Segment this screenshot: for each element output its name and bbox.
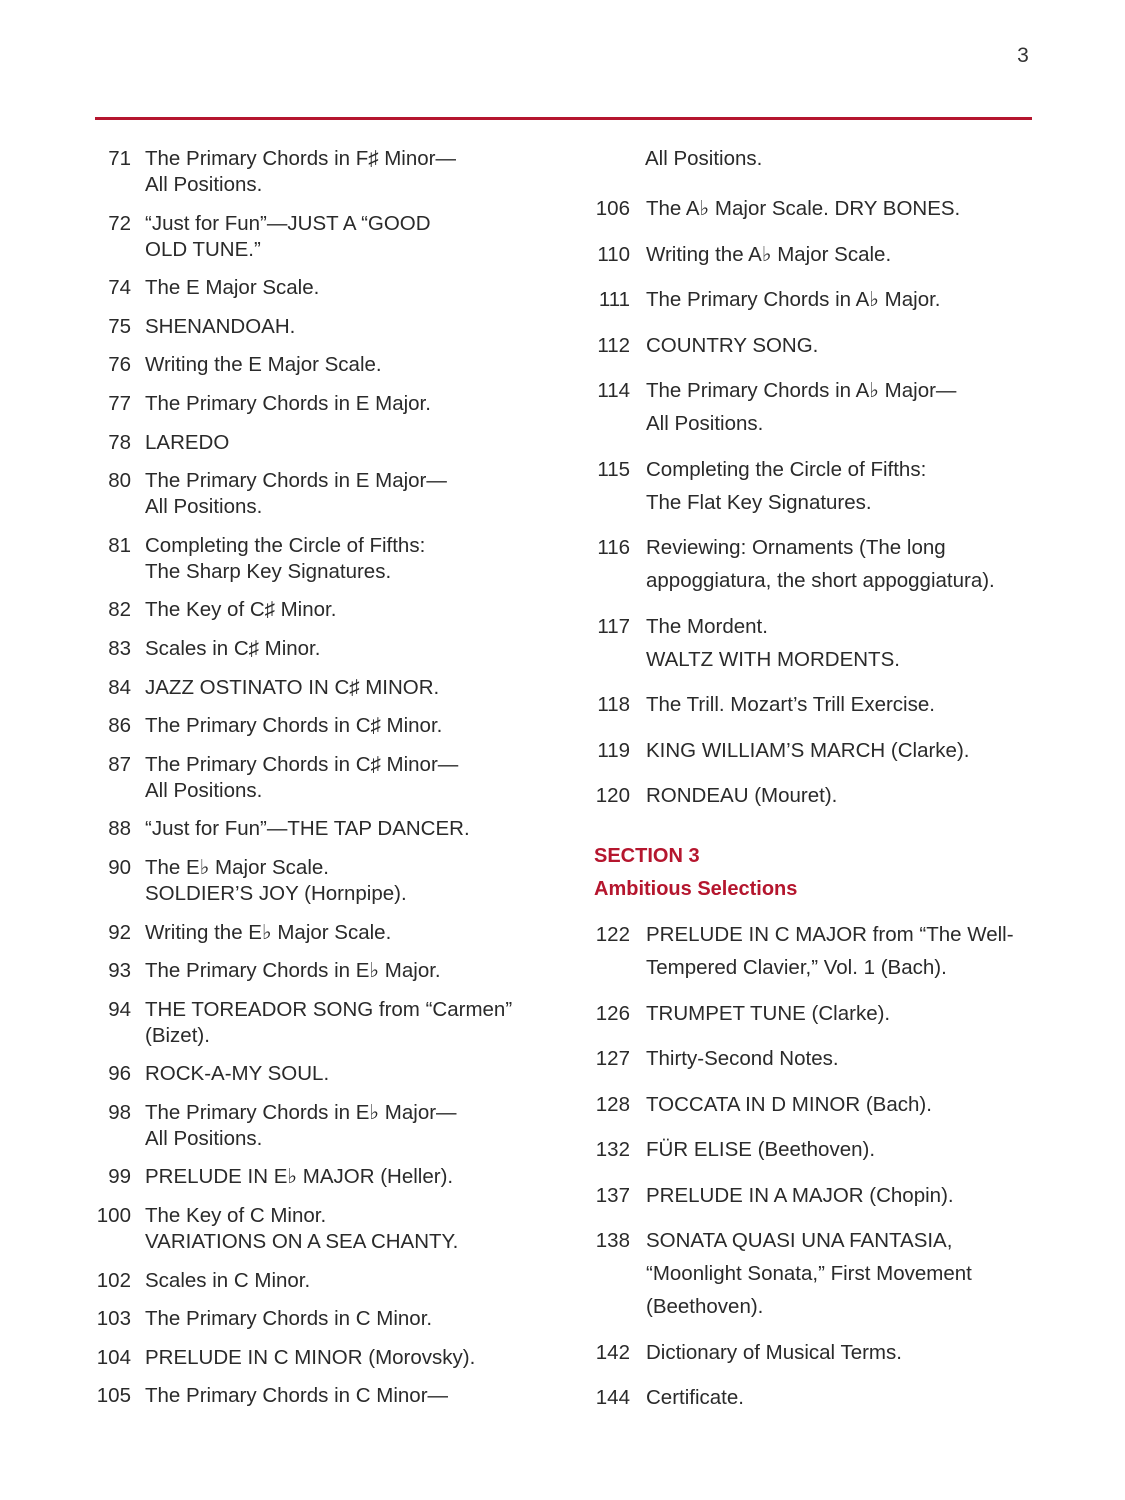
toc-entry-title: The Mordent. WALTZ WITH MORDENTS.: [646, 614, 900, 671]
header-rule: [95, 117, 1032, 120]
toc-entry: [95, 1061, 555, 1087]
toc-entry: [95, 391, 555, 417]
toc-page-number: 110: [597, 242, 630, 266]
toc-entry: [594, 1224, 1044, 1323]
toc-entry-title: LAREDO: [145, 430, 230, 454]
toc-entry-title: COUNTRY SONG.: [646, 333, 819, 357]
toc-entry: [594, 1133, 1044, 1166]
toc-entry: [95, 1164, 555, 1190]
toc-entry: [95, 816, 555, 842]
toc-page-number: 128: [595, 1092, 630, 1116]
toc-page-number: 122: [595, 923, 630, 946]
toc-entry: [594, 1336, 1044, 1369]
toc-entry-title: RONDEAU (Mouret).: [646, 784, 838, 807]
toc-entry: [594, 283, 1044, 316]
toc-entry-title: Reviewing: Ornaments (The long appoggiatura, the short appoggiatura).: [646, 536, 995, 592]
toc-entry: [95, 211, 555, 263]
toc-entry: [95, 597, 555, 623]
toc-right-column: [594, 146, 1044, 1427]
section-heading: SECTION 3: [594, 845, 700, 867]
toc-entry: [594, 1179, 1044, 1212]
toc-page-number: 126: [595, 1001, 630, 1025]
toc-entry-title: ROCK-A-MY SOUL.: [145, 1062, 330, 1086]
toc-page-number: 111: [598, 288, 630, 311]
toc-page-number: 104: [96, 1345, 131, 1369]
toc-page-number: 98: [108, 1100, 131, 1124]
toc-entry-title: TRUMPET TUNE (Clarke).: [646, 1001, 891, 1025]
toc-page-number: 144: [595, 1386, 630, 1409]
toc-page-number: 87: [108, 752, 131, 776]
continued-entry-text: All Positions.: [645, 147, 763, 170]
toc-entry: [95, 1345, 555, 1371]
toc-entry: [594, 918, 1044, 984]
toc-entry: [594, 734, 1044, 767]
toc-entry-title: The Primary Chords in E♭ Major.: [145, 959, 441, 983]
toc-section-entries: [594, 918, 1044, 1414]
toc-entry: [594, 329, 1044, 362]
toc-entry: [594, 531, 1044, 597]
toc-page-number: 93: [108, 959, 131, 983]
toc-page-number: 106: [595, 197, 630, 220]
toc-entry-title: Completing the Circle of Fifths: The Flat Key Signatures.: [646, 457, 927, 514]
toc-page-number: 94: [108, 997, 131, 1021]
toc-entry: [594, 779, 1044, 812]
section-subheading: Ambitious Selections: [594, 878, 798, 900]
toc-entry-title: PRELUDE IN A MAJOR (Chopin).: [646, 1183, 954, 1207]
toc-page-number: 81: [108, 533, 131, 557]
toc-entry-title: JAZZ OSTINATO IN C♯ MINOR.: [145, 675, 440, 699]
toc-entry-title: The Primary Chords in C Minor.: [145, 1307, 433, 1331]
toc-entry-title: PRELUDE IN C MINOR (Morovsky).: [145, 1345, 476, 1369]
toc-entry-title: The Primary Chords in E♭ Major— All Positions.: [145, 1100, 457, 1150]
toc-entry: [95, 352, 555, 378]
toc-entry-title: The Primary Chords in C♯ Minor.: [145, 714, 443, 738]
toc-entry-title: The Primary Chords in C Minor—: [145, 1384, 449, 1408]
toc-entry-title: Scales in C Minor.: [145, 1268, 311, 1292]
toc-entry: [95, 1100, 555, 1152]
toc-entry: [594, 453, 1044, 519]
toc-page-number: 72: [108, 211, 131, 235]
toc-entry-title: The E Major Scale.: [145, 276, 320, 300]
toc-entry: [594, 997, 1044, 1030]
toc-page-number: 100: [96, 1204, 131, 1228]
toc-entry: [594, 192, 1044, 225]
toc-entry-title: The E♭ Major Scale. SOLDIER’S JOY (Hornpipe).: [145, 855, 407, 905]
toc-left-column: [95, 146, 555, 1422]
toc-entry-title: The Primary Chords in F♯ Minor— All Positions.: [145, 147, 456, 196]
toc-entry: [594, 374, 1044, 440]
toc-entry: [95, 997, 555, 1049]
toc-entry: [95, 430, 555, 456]
toc-entry-title: The A♭ Major Scale. DRY BONES.: [646, 197, 961, 220]
toc-page-number: 82: [108, 598, 131, 622]
toc-entry-title: The Primary Chords in E Major.: [145, 391, 431, 415]
toc-page-number: 115: [597, 457, 630, 481]
toc-entry-title: PRELUDE IN C MAJOR from “The Well- Tempered Clavier,” Vol. 1 (Bach).: [646, 923, 1014, 979]
toc-entry-title: “Just for Fun”—JUST A “GOOD OLD TUNE.”: [145, 211, 431, 261]
toc-page-number: 71: [108, 147, 131, 170]
toc-page-number: 102: [96, 1268, 131, 1292]
toc-entry-title: Writing the E Major Scale.: [145, 353, 382, 377]
toc-entry-title: Writing the E♭ Major Scale.: [145, 920, 392, 944]
toc-entry: [95, 675, 555, 701]
toc-entry-title: Writing the A♭ Major Scale.: [646, 242, 892, 266]
toc-page-number: 112: [597, 333, 630, 357]
toc-entry-title: Certificate.: [646, 1386, 744, 1409]
toc-entry: [594, 1042, 1044, 1075]
toc-entry-title: FÜR ELISE (Beethoven).: [646, 1138, 876, 1161]
toc-entry-title: The Key of C♯ Minor.: [145, 598, 337, 622]
toc-page-number: 74: [108, 276, 131, 300]
toc-entry-title: SHENANDOAH.: [145, 314, 296, 338]
toc-entry-title: Scales in C♯ Minor.: [145, 636, 321, 660]
toc-page-number: 99: [108, 1165, 131, 1189]
toc-entry: [95, 1203, 555, 1255]
toc-page-number: 77: [108, 391, 131, 415]
toc-entry-title: The Trill. Mozart’s Trill Exercise.: [646, 693, 935, 716]
toc-entry: [95, 855, 555, 907]
toc-entry-title: TOCCATA IN D MINOR (Bach).: [646, 1092, 932, 1116]
toc-entry: [594, 688, 1044, 721]
toc-entry: [95, 533, 555, 585]
toc-entry: [95, 468, 555, 520]
toc-page-number: 118: [597, 693, 630, 716]
toc-entry: [95, 958, 555, 984]
toc-entry-title: The Key of C Minor. VARIATIONS ON A SEA CHANTY.: [145, 1204, 459, 1254]
toc-entry: [95, 920, 555, 946]
toc-page-number: 120: [595, 784, 630, 807]
toc-page-number: 116: [597, 536, 630, 559]
toc-entry: [594, 1088, 1044, 1121]
toc-page-number: 78: [108, 430, 131, 454]
toc-page-number: 84: [108, 675, 131, 699]
toc-entry: [95, 1383, 555, 1409]
toc-entry: [95, 1306, 555, 1332]
toc-entry: [95, 275, 555, 301]
toc-entry-title: The Primary Chords in A♭ Major— All Positions.: [646, 379, 957, 435]
toc-entry-title: The Primary Chords in C♯ Minor— All Positions.: [145, 752, 459, 802]
toc-entry-title: The Primary Chords in A♭ Major.: [646, 288, 941, 311]
toc-entry: [594, 1381, 1044, 1414]
toc-entry: [95, 713, 555, 739]
toc-page-number: 83: [108, 636, 131, 660]
toc-entry-title: “Just for Fun”—THE TAP DANCER.: [145, 817, 470, 841]
toc-page-number: 114: [597, 379, 630, 402]
toc-entry: [95, 146, 555, 198]
toc-entry: [95, 1268, 555, 1294]
toc-entry-title: SONATA QUASI UNA FANTASIA, “Moonlight Sonata,” First Movement (Beethoven).: [646, 1229, 972, 1318]
toc-page-number: 88: [108, 817, 131, 841]
toc-page-number: 132: [595, 1138, 630, 1161]
toc-page-number: 96: [108, 1062, 131, 1086]
toc-entry: [95, 752, 555, 804]
toc-right-entries: [594, 192, 1044, 812]
toc-entry-title: PRELUDE IN E♭ MAJOR (Heller).: [145, 1165, 454, 1189]
toc-page-number: 117: [597, 614, 630, 638]
toc-page-number: 103: [96, 1307, 131, 1331]
toc-page-number: 80: [108, 469, 131, 493]
toc-page-number: 119: [597, 738, 630, 762]
toc-entry-title: The Primary Chords in E Major— All Positions.: [145, 469, 447, 519]
toc-page-number: 90: [108, 855, 131, 879]
toc-entry: [95, 314, 555, 340]
toc-page-number: 86: [108, 714, 131, 738]
toc-page-number: 92: [108, 920, 131, 944]
toc-entry: [594, 238, 1044, 271]
toc-entry-title: Completing the Circle of Fifths: The Sharp Key Signatures.: [145, 533, 426, 583]
toc-entry-title: THE TOREADOR SONG from “Carmen” (Bizet).: [145, 997, 513, 1047]
toc-page-number: 127: [595, 1047, 630, 1070]
toc-page-number: 142: [595, 1340, 630, 1364]
toc-page-number: 138: [595, 1229, 630, 1252]
toc-entry-title: Thirty-Second Notes.: [646, 1047, 839, 1070]
toc-entry-title: KING WILLIAM’S MARCH (Clarke).: [646, 738, 970, 762]
toc-entry: [594, 610, 1044, 676]
toc-page-number: 75: [108, 314, 131, 338]
toc-entry: [95, 636, 555, 662]
page-number: 3: [1017, 44, 1029, 67]
toc-page-number: 105: [96, 1384, 131, 1408]
toc-entry-title: Dictionary of Musical Terms.: [646, 1340, 902, 1364]
toc-page-number: 76: [108, 353, 131, 377]
toc-page-number: 137: [595, 1183, 630, 1207]
